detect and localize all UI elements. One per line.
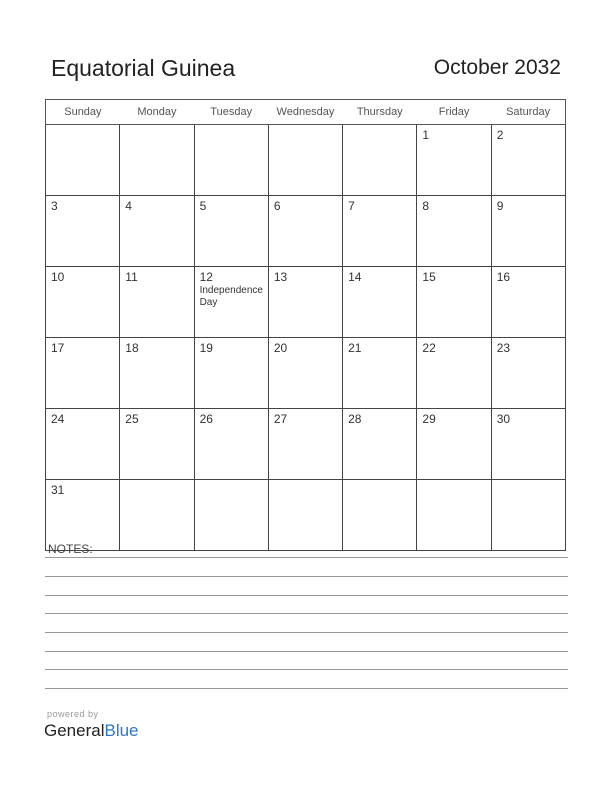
day-number: 1 xyxy=(422,128,430,142)
day-cell xyxy=(120,267,194,338)
day-number: 6 xyxy=(273,199,281,213)
note-line xyxy=(45,595,568,596)
empty-day-cell xyxy=(194,480,268,551)
note-line xyxy=(45,557,568,558)
note-line xyxy=(45,688,568,689)
empty-day-cell xyxy=(268,125,342,196)
empty-day-cell xyxy=(120,480,194,551)
day-number: 29 xyxy=(422,412,436,426)
day-number: 23 xyxy=(496,341,511,355)
calendar-week-row xyxy=(46,196,566,267)
day-cell xyxy=(491,409,565,480)
holiday-label: Independence Day xyxy=(199,285,263,308)
day-number: 3 xyxy=(51,199,58,213)
day-cell xyxy=(194,409,268,480)
day-number: 7 xyxy=(348,199,355,213)
day-cell xyxy=(491,338,565,409)
day-number: 5 xyxy=(199,199,207,213)
note-line xyxy=(45,632,568,633)
month-year-title: October 2032 xyxy=(433,56,561,79)
day-number: 12 xyxy=(199,270,213,284)
day-number: 22 xyxy=(422,341,436,355)
day-cell xyxy=(417,267,491,338)
day-number: 4 xyxy=(125,199,132,213)
empty-day-cell xyxy=(343,480,417,551)
brand-blue: Blue xyxy=(104,721,139,740)
day-number: 31 xyxy=(51,483,65,497)
day-cell xyxy=(46,267,120,338)
day-number: 28 xyxy=(348,412,362,426)
day-cell xyxy=(120,338,194,409)
notes-label: NOTES: xyxy=(48,542,93,556)
weekday-wednesday: Wednesday xyxy=(268,100,342,125)
day-number: 24 xyxy=(51,412,65,426)
day-cell xyxy=(46,338,120,409)
day-number: 19 xyxy=(199,341,213,355)
day-number: 8 xyxy=(422,199,430,213)
day-cell xyxy=(343,338,417,409)
day-cell xyxy=(417,409,491,480)
weekday-sunday: Sunday xyxy=(46,100,120,125)
calendar-week-row xyxy=(46,125,566,196)
day-cell xyxy=(343,409,417,480)
weekday-saturday: Saturday xyxy=(491,100,565,125)
day-number: 16 xyxy=(496,270,511,284)
day-number: 10 xyxy=(51,270,65,284)
empty-day-cell xyxy=(120,125,194,196)
empty-day-cell xyxy=(46,125,120,196)
weekday-header-row xyxy=(46,100,566,125)
day-cell xyxy=(268,338,342,409)
day-number: 17 xyxy=(51,341,65,355)
day-cell xyxy=(194,196,268,267)
day-number: 15 xyxy=(422,270,436,284)
day-cell xyxy=(343,196,417,267)
weekday-tuesday: Tuesday xyxy=(194,100,268,125)
brand-general: General xyxy=(44,721,105,740)
calendar-week-row xyxy=(46,409,566,480)
note-line xyxy=(45,669,568,670)
empty-day-cell xyxy=(491,480,565,551)
day-cell xyxy=(120,196,194,267)
day-number: 30 xyxy=(496,412,511,426)
day-cell xyxy=(46,480,120,551)
day-number: 27 xyxy=(273,412,288,426)
day-number: 26 xyxy=(199,412,213,426)
day-number: 2 xyxy=(496,128,504,142)
day-cell xyxy=(194,338,268,409)
brand-logo[interactable] xyxy=(44,721,139,741)
weekday-monday: Monday xyxy=(120,100,194,125)
note-line xyxy=(45,576,568,577)
empty-day-cell xyxy=(194,125,268,196)
weekday-thursday: Thursday xyxy=(343,100,417,125)
day-cell xyxy=(491,267,565,338)
day-cell xyxy=(491,196,565,267)
calendar-grid xyxy=(45,99,566,551)
day-cell xyxy=(120,409,194,480)
calendar-week-row xyxy=(46,267,566,338)
empty-day-cell xyxy=(268,480,342,551)
day-cell xyxy=(417,125,491,196)
day-cell xyxy=(268,409,342,480)
day-number: 20 xyxy=(273,341,288,355)
day-cell xyxy=(268,196,342,267)
day-cell xyxy=(194,267,268,338)
day-cell xyxy=(46,196,120,267)
day-number: 18 xyxy=(125,341,139,355)
day-cell xyxy=(417,196,491,267)
day-cell xyxy=(268,267,342,338)
day-number: 11 xyxy=(125,270,138,284)
calendar-week-row xyxy=(46,338,566,409)
country-title: Equatorial Guinea xyxy=(51,55,236,81)
weekday-friday: Friday xyxy=(417,100,491,125)
day-cell xyxy=(491,125,565,196)
day-cell xyxy=(343,267,417,338)
empty-day-cell xyxy=(417,480,491,551)
day-number: 14 xyxy=(348,270,362,284)
day-cell xyxy=(417,338,491,409)
note-line xyxy=(45,651,568,652)
day-number: 13 xyxy=(273,270,288,284)
powered-by-text: powered by xyxy=(47,709,99,719)
day-number: 9 xyxy=(496,199,504,213)
note-line xyxy=(45,613,568,614)
day-number: 21 xyxy=(348,341,362,355)
day-number: 25 xyxy=(125,412,139,426)
calendar-week-row xyxy=(46,480,566,551)
day-cell xyxy=(46,409,120,480)
empty-day-cell xyxy=(343,125,417,196)
